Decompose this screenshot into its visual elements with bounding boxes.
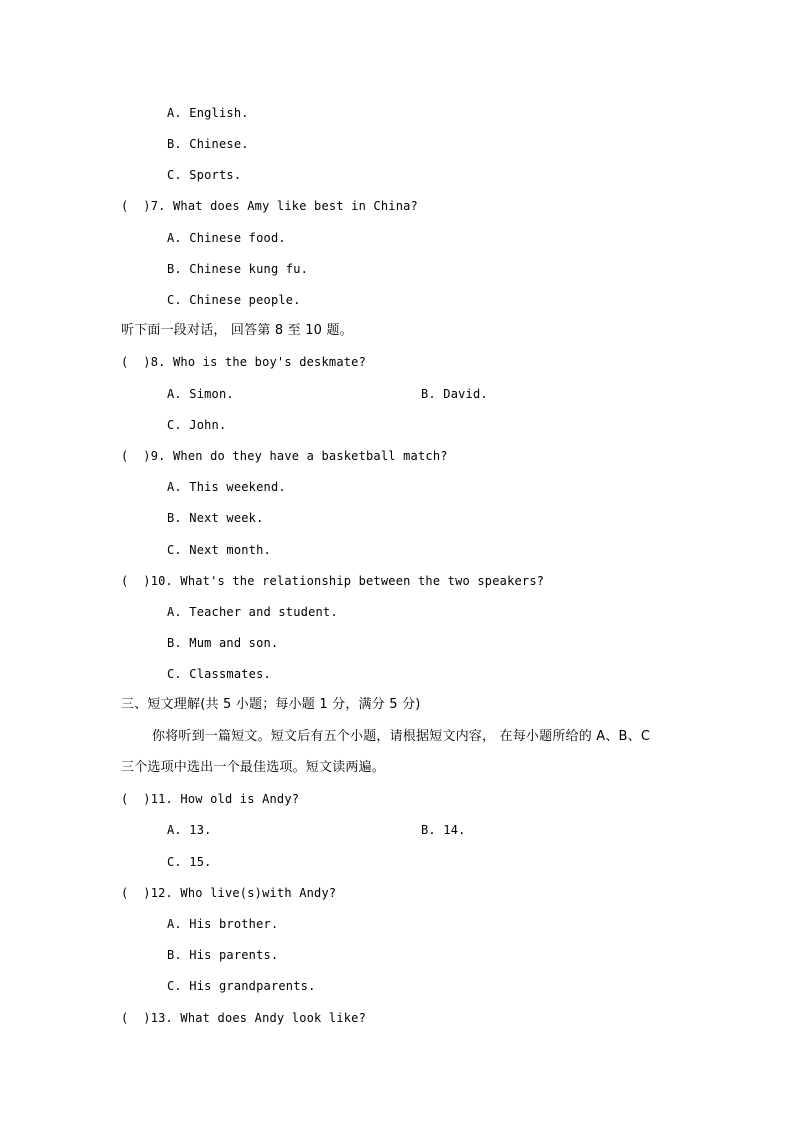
q9-option-a: A. This weekend.: [167, 480, 286, 494]
q11-stem: ( )11. How old is Andy?: [121, 792, 300, 806]
q6-option-b: B. Chinese.: [167, 137, 249, 151]
section3-instruction-line2: 三个选项中选出一个最佳选项。短文读两遍。: [121, 760, 386, 775]
q12-option-b: B. His parents.: [167, 948, 279, 962]
q8-option-b: B. David.: [421, 387, 488, 401]
q6-option-a: A. English.: [167, 106, 249, 120]
q7-option-a: A. Chinese food.: [167, 231, 286, 245]
q9-stem: ( )9. When do they have a basketball match?: [121, 449, 448, 463]
q6-option-c: C. Sports.: [167, 168, 242, 182]
section3-heading: 三、短文理解(共 5 小题；每小题 1 分，满分 5 分): [121, 697, 421, 712]
q11-option-c: C. 15.: [167, 855, 212, 869]
q12-option-c: C. His grandparents.: [167, 979, 316, 993]
q12-option-a: A. His brother.: [167, 917, 279, 931]
q10-option-c: C. Classmates.: [167, 667, 271, 681]
q11-option-b: B. 14.: [421, 823, 466, 837]
q8-option-c: C. John.: [167, 418, 227, 432]
q11-option-a: A. 13.: [167, 823, 212, 837]
q7-option-b: B. Chinese kung fu.: [167, 262, 309, 276]
q9-option-c: C. Next month.: [167, 543, 271, 557]
dialog-intro: 听下面一段对话， 回答第 8 至 10 题。: [121, 323, 353, 338]
q10-option-b: B. Mum and son.: [167, 636, 279, 650]
q13-stem: ( )13. What does Andy look like?: [121, 1011, 367, 1025]
q10-option-a: A. Teacher and student.: [167, 605, 338, 619]
q7-stem: ( )7. What does Amy like best in China?: [121, 199, 418, 213]
q8-stem: ( )8. Who is the boy's deskmate?: [121, 355, 367, 369]
q7-option-c: C. Chinese people.: [167, 293, 301, 307]
q8-option-a: A. Simon.: [167, 387, 234, 401]
q12-stem: ( )12. Who live(s)with Andy?: [121, 886, 337, 900]
q9-option-b: B. Next week.: [167, 511, 264, 525]
q10-stem: ( )10. What's the relationship between the two speakers?: [121, 574, 545, 588]
section3-instruction-line1: 你将听到一篇短文。短文后有五个小题，请根据短文内容， 在每小题所给的 A、B、C: [152, 729, 651, 744]
